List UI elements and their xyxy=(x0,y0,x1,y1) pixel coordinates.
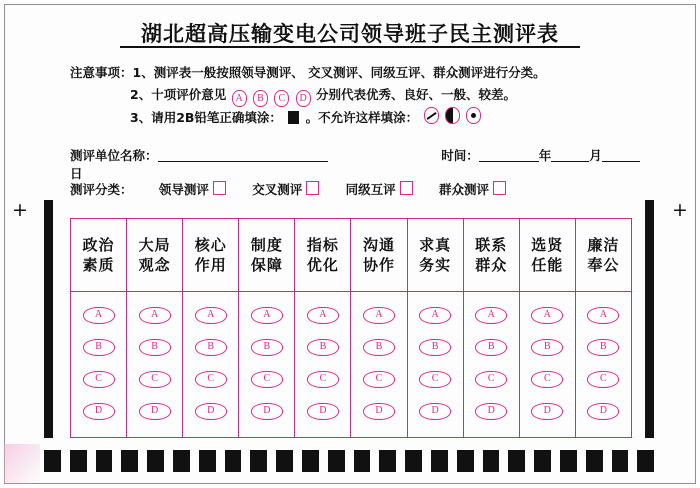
bubble-6-d[interactable]: D xyxy=(363,403,395,420)
registration-bar-left xyxy=(44,200,53,438)
column-header-2-line2: 观念 xyxy=(138,256,171,274)
year-label: 年 xyxy=(538,148,552,163)
timing-tick xyxy=(534,450,551,472)
column-header-5-line2: 优化 xyxy=(306,256,339,274)
category-option-peer[interactable] xyxy=(346,180,413,198)
category-option-cross[interactable] xyxy=(252,180,319,198)
category-row xyxy=(70,180,640,198)
column-header-5-line1: 指标 xyxy=(306,236,339,254)
column-bubbles-2 xyxy=(127,292,182,437)
category-option-peer-label: 同级互评 xyxy=(345,182,396,197)
column-header-9-line2: 任能 xyxy=(531,256,564,274)
timing-tick xyxy=(199,450,216,472)
note-bubble-a: A xyxy=(232,90,247,107)
column-bubbles-9 xyxy=(520,292,575,437)
grid-column-6 xyxy=(351,219,407,437)
bubble-7-c[interactable]: C xyxy=(419,371,451,388)
column-bubbles-1 xyxy=(71,292,126,437)
bubble-8-d[interactable]: D xyxy=(475,403,507,420)
column-header-9-line1: 选贤 xyxy=(531,236,564,254)
month-input[interactable] xyxy=(551,148,589,162)
grid-column-7 xyxy=(408,219,464,437)
column-header-10-line1: 廉洁 xyxy=(587,236,620,254)
column-header-3-line1: 核心 xyxy=(194,236,227,254)
column-header-7 xyxy=(408,219,463,292)
bubble-10-c[interactable]: C xyxy=(587,371,619,388)
day-input[interactable] xyxy=(602,148,640,162)
note-line-1 xyxy=(70,62,650,84)
evaluation-grid xyxy=(70,218,632,438)
bubble-6-c[interactable]: C xyxy=(363,371,395,388)
column-bubbles-4 xyxy=(239,292,294,437)
timing-tick xyxy=(44,450,61,472)
timing-tick xyxy=(560,450,577,472)
bubble-4-d[interactable]: D xyxy=(251,403,283,420)
note-line-3 xyxy=(70,107,650,129)
timing-tick xyxy=(586,450,603,472)
bubble-4-a[interactable]: A xyxy=(251,307,283,324)
column-header-8 xyxy=(464,219,519,292)
bubble-10-d[interactable]: D xyxy=(587,403,619,420)
title-underline xyxy=(120,46,580,48)
grid-column-8 xyxy=(464,219,520,437)
timing-tick xyxy=(250,450,267,472)
column-bubbles-5 xyxy=(295,292,350,437)
category-option-leader[interactable] xyxy=(159,180,226,198)
timing-tick xyxy=(431,450,448,472)
timing-tick xyxy=(637,450,654,472)
unit-name-input[interactable] xyxy=(158,148,328,162)
category-option-leader-label: 领导测评 xyxy=(158,182,209,197)
bubble-9-c[interactable]: C xyxy=(531,371,563,388)
bubble-7-a[interactable]: A xyxy=(419,307,451,324)
wrong-mark-slash-icon xyxy=(424,107,439,124)
bubble-5-b[interactable]: B xyxy=(307,339,339,356)
bubble-1-d[interactable]: D xyxy=(83,403,115,420)
column-header-4 xyxy=(239,219,294,292)
bubble-4-c[interactable]: C xyxy=(251,371,283,388)
bubble-6-b[interactable]: B xyxy=(363,339,395,356)
timing-tick xyxy=(96,450,113,472)
column-header-1-line2: 素质 xyxy=(82,256,115,274)
bubble-8-b[interactable]: B xyxy=(475,339,507,356)
bubble-2-a[interactable]: A xyxy=(139,307,171,324)
grid-column-3 xyxy=(183,219,239,437)
column-header-7-line1: 求真 xyxy=(419,236,452,254)
bubble-7-b[interactable]: B xyxy=(419,339,451,356)
bubble-4-b[interactable]: B xyxy=(251,339,283,356)
timing-tick xyxy=(225,450,242,472)
column-header-6-line2: 协作 xyxy=(363,256,396,274)
timing-tick xyxy=(354,450,371,472)
bubble-2-c[interactable]: C xyxy=(139,371,171,388)
column-header-2 xyxy=(127,219,182,292)
column-header-3-line2: 作用 xyxy=(194,256,227,274)
column-bubbles-10 xyxy=(576,292,631,437)
bubble-5-a[interactable]: A xyxy=(307,307,339,324)
grid-column-10 xyxy=(576,219,631,437)
category-option-cross-label: 交叉测评 xyxy=(252,182,303,197)
column-header-4-line1: 制度 xyxy=(250,236,283,254)
bubble-6-a[interactable]: A xyxy=(363,307,395,324)
column-bubbles-6 xyxy=(351,292,406,437)
column-bubbles-7 xyxy=(408,292,463,437)
bubble-3-d[interactable]: D xyxy=(195,403,227,420)
timing-tick xyxy=(121,450,138,472)
bubble-3-a[interactable]: A xyxy=(195,307,227,324)
grid-column-5 xyxy=(295,219,351,437)
note-line-2 xyxy=(70,84,650,107)
bubble-9-d[interactable]: D xyxy=(531,403,563,420)
timing-tick xyxy=(483,450,500,472)
note-3-tail: 。不允许这样填涂： xyxy=(305,110,419,125)
bubble-1-c[interactable]: C xyxy=(83,371,115,388)
column-header-6 xyxy=(351,219,406,292)
column-header-6-line1: 沟通 xyxy=(363,236,396,254)
form-field-row xyxy=(70,146,640,182)
day-label: 日 xyxy=(70,166,83,181)
category-option-peer-checkbox[interactable] xyxy=(400,181,413,195)
notes-label: 注意事项： xyxy=(70,65,133,80)
column-header-9 xyxy=(520,219,575,292)
timing-tick xyxy=(173,450,190,472)
timing-tick xyxy=(147,450,164,472)
wrong-mark-halffill-icon xyxy=(445,107,460,124)
column-header-5 xyxy=(295,219,350,292)
category-option-mass-label: 群众测评 xyxy=(439,182,490,197)
column-header-3 xyxy=(183,219,238,292)
column-header-7-line2: 务实 xyxy=(419,256,452,274)
note-2-text: 2、十项评价意见 xyxy=(130,87,227,102)
column-header-8-line2: 群众 xyxy=(475,256,508,274)
scan-corner-tint xyxy=(4,444,40,484)
bubble-9-b[interactable]: B xyxy=(531,339,563,356)
bubble-9-a[interactable]: A xyxy=(531,307,563,324)
page-title: 湖北超高压输变电公司领导班子民主测评表 xyxy=(141,21,559,46)
year-input[interactable] xyxy=(479,148,539,162)
timing-tick xyxy=(405,450,422,472)
registration-plus-left-icon: + xyxy=(12,199,28,221)
grid-column-2 xyxy=(127,219,183,437)
category-option-cross-checkbox[interactable] xyxy=(306,181,319,195)
timing-tick xyxy=(70,450,87,472)
bubble-3-c[interactable]: C xyxy=(195,371,227,388)
timing-tick xyxy=(328,450,345,472)
note-bubble-c: C xyxy=(274,90,289,107)
note-3-text: 3、请用2B铅笔正确填涂： xyxy=(130,110,282,125)
category-option-mass[interactable] xyxy=(439,180,506,198)
timing-tick xyxy=(379,450,396,472)
bubble-8-c[interactable]: C xyxy=(475,371,507,388)
timing-tick xyxy=(457,450,474,472)
bubble-1-b[interactable]: B xyxy=(83,339,115,356)
timing-tick xyxy=(276,450,293,472)
unit-name-label: 测评单位名称： xyxy=(70,148,158,163)
grid-column-9 xyxy=(520,219,576,437)
bubble-3-b[interactable]: B xyxy=(195,339,227,356)
note-1-text: 1、测评表一般按照领导测评、 交叉测评、同级互评、群众测评进行分类。 xyxy=(132,65,546,80)
timing-tick xyxy=(612,450,629,472)
wrong-mark-dot-icon xyxy=(466,107,481,124)
bubble-10-a[interactable]: A xyxy=(587,307,619,324)
column-header-1 xyxy=(71,219,126,292)
category-option-leader-checkbox[interactable] xyxy=(213,181,226,195)
column-header-4-line2: 保障 xyxy=(250,256,283,274)
timing-track xyxy=(44,450,654,472)
bubble-7-d[interactable]: D xyxy=(419,403,451,420)
registration-bar-right xyxy=(645,200,654,438)
column-header-10-line2: 奉公 xyxy=(587,256,620,274)
column-header-8-line1: 联系 xyxy=(475,236,508,254)
column-bubbles-3 xyxy=(183,292,238,437)
bubble-1-a[interactable]: A xyxy=(83,307,115,324)
notes-block xyxy=(70,62,650,129)
note-bubble-d: D xyxy=(296,90,311,107)
month-label: 月 xyxy=(589,148,602,163)
bubble-2-b[interactable]: B xyxy=(139,339,171,356)
correct-fill-mark-icon xyxy=(288,111,299,124)
column-header-1-line1: 政治 xyxy=(82,236,115,254)
column-header-2-line1: 大局 xyxy=(138,236,171,254)
timing-tick xyxy=(508,450,525,472)
column-bubbles-8 xyxy=(464,292,519,437)
category-option-mass-checkbox[interactable] xyxy=(493,181,506,195)
note-bubble-b: B xyxy=(253,90,268,107)
note-2-tail: 分别代表优秀、良好、一般、较差。 xyxy=(316,87,517,102)
bubble-5-d[interactable]: D xyxy=(307,403,339,420)
bubble-8-a[interactable]: A xyxy=(475,307,507,324)
category-label: 测评分类： xyxy=(70,182,133,197)
time-label: 时间： xyxy=(441,148,479,163)
grid-column-4 xyxy=(239,219,295,437)
timing-tick xyxy=(302,450,319,472)
bubble-2-d[interactable]: D xyxy=(139,403,171,420)
bubble-5-c[interactable]: C xyxy=(307,371,339,388)
column-header-10 xyxy=(576,219,631,292)
grid-column-1 xyxy=(71,219,127,437)
registration-plus-right-icon: + xyxy=(672,199,688,221)
bubble-10-b[interactable]: B xyxy=(587,339,619,356)
